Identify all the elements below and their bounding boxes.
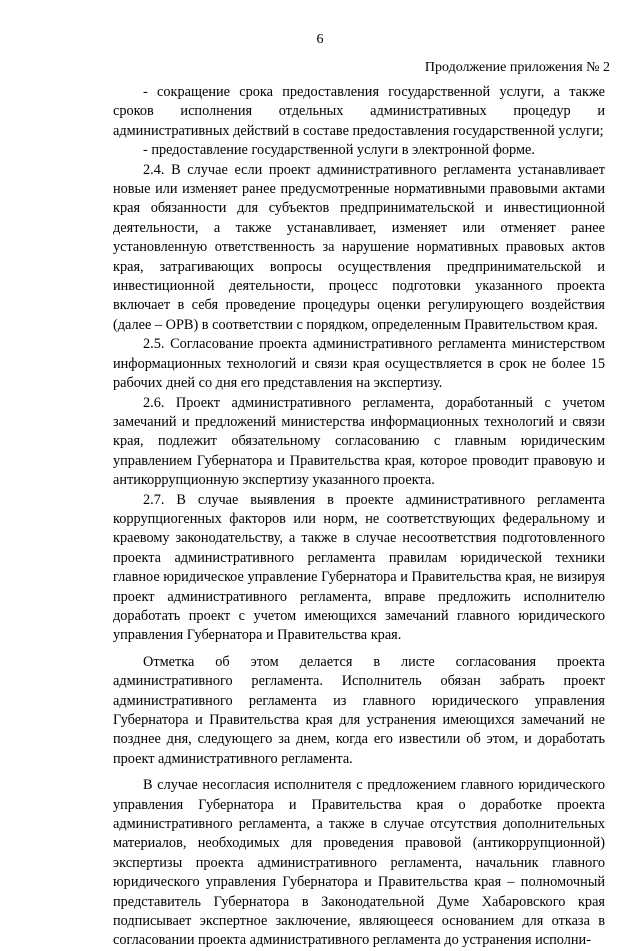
paragraph-disagreement: В случае несогласия исполнителя с предложением главного юридического управления Губернатора и Правительства края о доработке проекта административного регламента, а также в случае отсутствия дополнительных материалов, необходимых для проведения правовой (антикоррупционной) экспертизы проекта административного регламента, начальник главного юридического управления Губернатора и Правительства края – полномочный представитель Губернатора в Законодательной Думе Хабаровского края подписывает экспертное заключение, являющееся основанием для отказа в согласовании проекта административного регламента до устранения исполни- [113,777,605,949]
document-body [113,83,605,951]
paragraph-2-4: 2.4. В случае если проект административного регламента устанавливает новые или изменяет ранее предусмотренные нормативными правовыми актами края обязанности для субъектов предпринимательской и инвестиционной деятельности, а также устанавливает, изменяет или отменяет ранее установленную ответственность за нарушение нормативных правовых актов края, затрагивающих вопросы осуществления предпринимательской и инвестиционной деятельности, процесс подготовки указанного проекта включает в себя проведение процедуры оценки регулирующего воздействия (далее – ОРВ) в соответствии с порядком, определенным Правительством края. [113,161,605,333]
paragraph-electronic-form: - предоставление государственной услуги в электронной форме. [143,142,535,159]
paragraph-2-5: 2.5. Согласование проекта административного регламента министерством информационных технологий и связи края осуществляется в срок не более 15 рабочих дней со дня его представления на экспертизу. [113,336,605,392]
paragraph-2-6: 2.6. Проект административного регламента, доработанный с учетом замечаний и предложений министерства информационных технологий и связи края, подлежит обязательному согласованию с главным юридическим управлением Губернатора и Правительства края, которое проводит правовую и антикоррупционную экспертизу указанного проекта. [113,394,605,489]
paragraph-2-7: 2.7. В случае выявления в проекте административного регламента коррупциогенных факторов или норм, не соответствующих федеральному и краевому законодательству, а также в случае несоответствия подготовленного проекта административного регламента правилам юридической техники главное юридическое управление Губернатора и Правительства края, не визируя проект административного регламента, вправе предложить исполнителю доработать проект с учетом имеющихся замечаний главного юридического управления Губернатора и Правительства края. [113,491,605,644]
paragraph-term-reduction: - сокращение срока предоставления государственной услуги, а также сроков исполнения отдельных административных процедур и административных действий в составе предоставления государственной услуги; [113,84,605,139]
paragraph-approval-note: Отметка об этом делается в листе согласования проекта административного регламента. Исполнитель обязан забрать проект административного регламента из главного юридического управления Губернатора и Правительства края для устранения имеющихся замечаний не позднее дня, следующего за днем, когда его известили об этом, и доработать проект административного регламента. [113,653,605,767]
page-number: 6 [316,32,324,47]
appendix-continuation-note: Продолжение приложения № 2 [424,60,610,75]
